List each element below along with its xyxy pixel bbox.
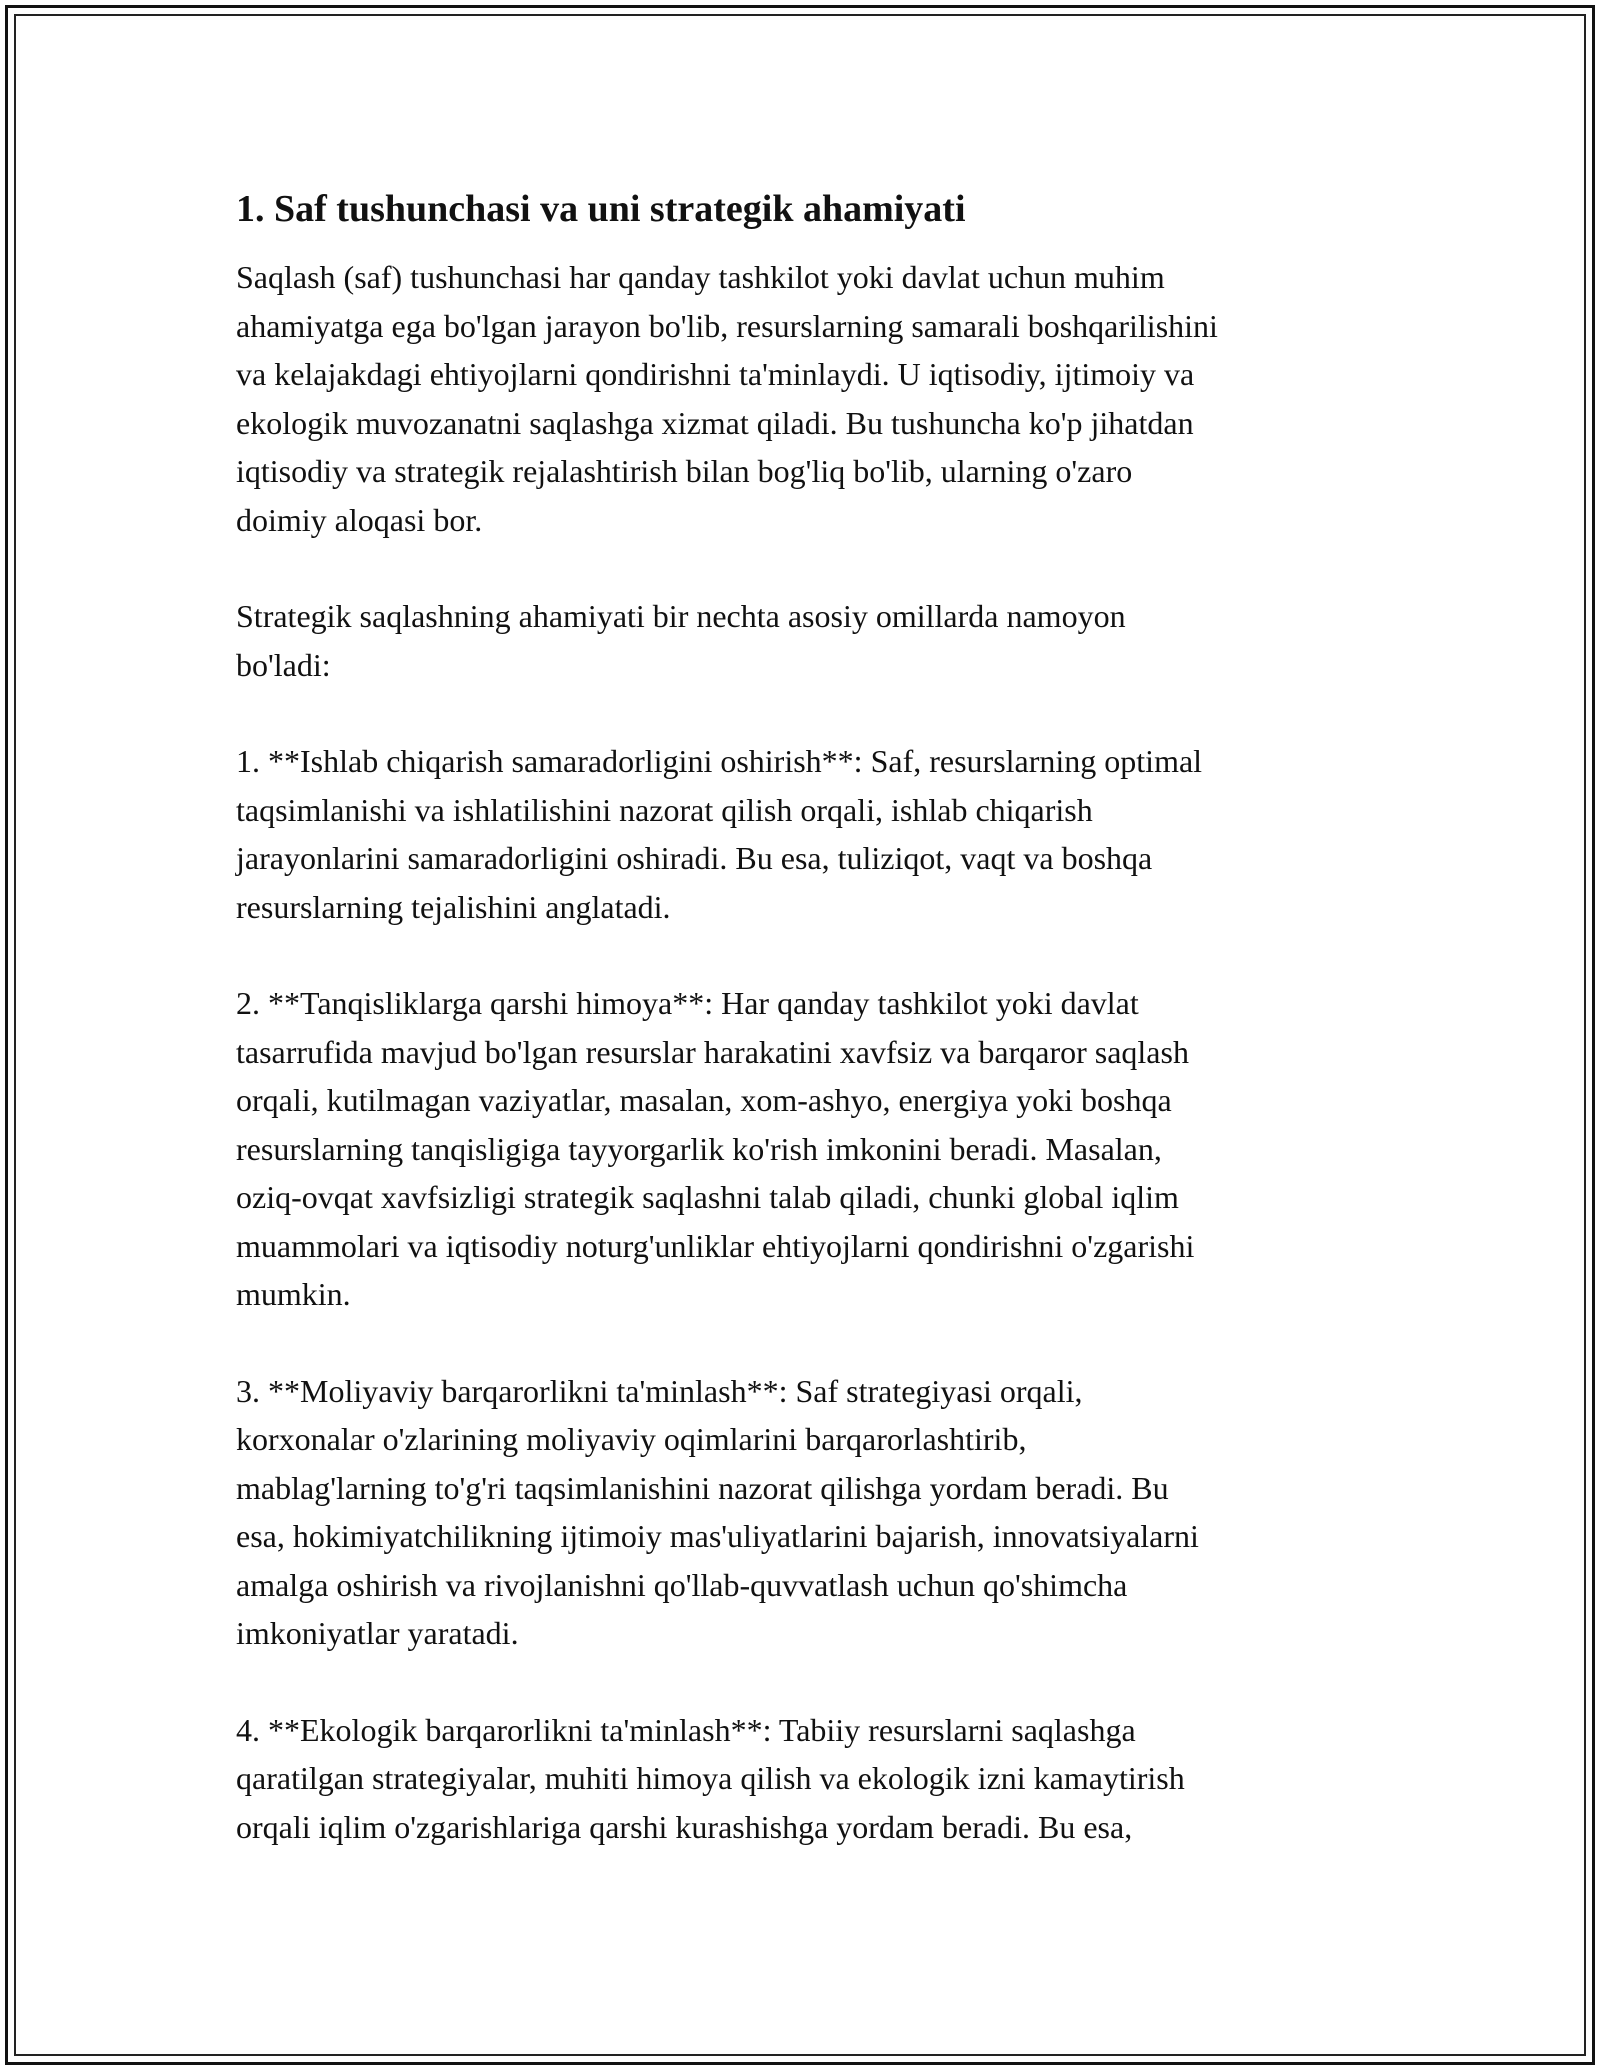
list-item-1: 1. **Ishlab chiqarish samaradorligini oshirish**: Saf, resurslarning optimal taqsimlanishi va ishlatilishini nazorat qilish orqali, ishlab chiqarish jarayonlarini samaradorligini oshiradi. Bu esa, tuliziqot, vaqt va boshqa resurslarning tejalishini anglatadi. bbox=[236, 743, 1203, 925]
list-item-4: 4. **Ekologik barqarorlikni ta'minlash**: Tabiiy resurslarni saqlashga qaratilgan strategiyalar, muhiti himoya qilish va ekologik izni kamaytirish orqali iqlim o'zgarishlariga qarshi kurashishga yordam beradi. Bu esa, bbox=[236, 1711, 1185, 1845]
list-item-3: 3. **Moliyaviy barqarorlikni ta'minlash**: Saf strategiyasi orqali, korxonalar o'zlarining moliyaviy oqimlarini barqarorlashtirib, mablag'larning to'g'ri taqsimlanishini nazorat qilishga yordam beradi. Bu esa, hokimiyatchilikning ijtimoiy mas'uliyatlarini bajarish, innovatsiyalarni amalga oshirish va rivojlanishni qo'llab-quvvatlash uchun qo'shimcha imkoniyatlar yaratadi. bbox=[236, 1372, 1199, 1651]
list-item-2: 2. **Tanqisliklarga qarshi himoya**: Har qanday tashkilot yoki davlat tasarrufida mavjud bo'lgan resurslar harakatini xavfsiz va barqaror saqlash orqali, kutilmagan vaziyatlar, masalan, xom-ashyo, energiya yoki boshqa resurslarning tanqisligiga tayyorgarlik ko'rish imkonini beradi. Masalan, oziq-ovqat xavfsizligi strategik saqlashni talab qiladi, chunki global iqlim muammolari va iqtisodiy noturg'unliklar ehtiyojlarni qondirishni o'zgarishi mumkin. bbox=[236, 985, 1195, 1312]
document-title: 1. Saf tushunchasi va uni strategik ahamiyati bbox=[236, 188, 966, 230]
document-body bbox=[236, 185, 1376, 1899]
paragraph-lead-in: Strategik saqlashning ahamiyati bir nechta asosiy omillarda namoyon bo'ladi: bbox=[236, 598, 1126, 683]
paragraph-intro: Saqlash (saf) tushunchasi har qanday tashkilot yoki davlat uchun muhim ahamiyatga ega bo'lgan jarayon bo'lib, resurslarning samarali boshqarilishini va kelajakdagi ehtiyojlarni qondirishni ta'minlaydi. U iqtisodiy, ijtimoiy va ekologik muvozanatni saqlashga xizmat qiladi. Bu tushuncha ko'p jihatdan iqtisodiy va strategik rejalashtirish bilan bog'liq bo'lib, ularning o'zaro doimiy aloqasi bor. bbox=[236, 259, 1218, 538]
